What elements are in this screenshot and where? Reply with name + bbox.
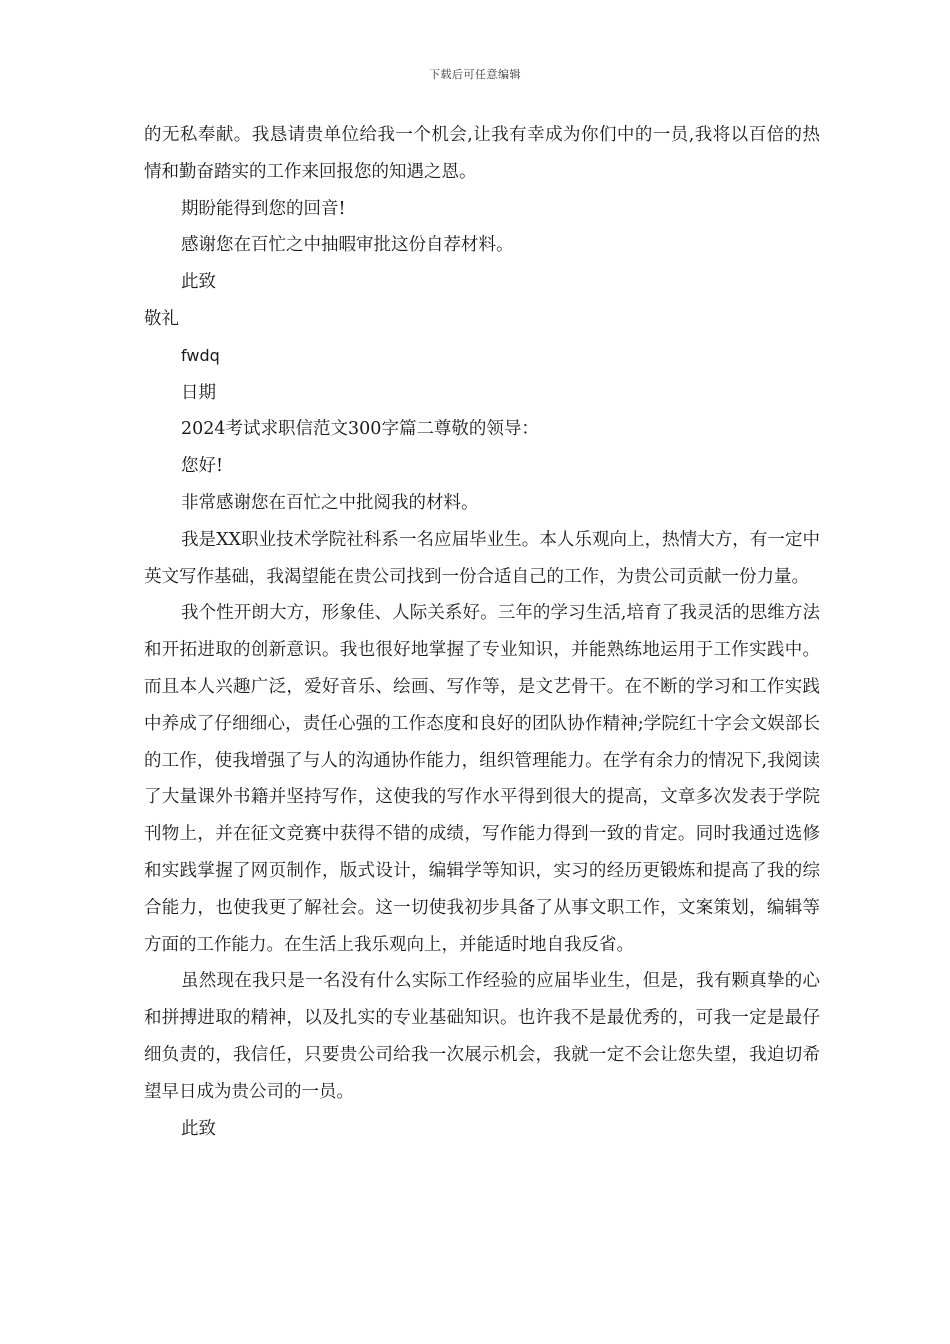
paragraph-commitment: 虽然现在我只是一名没有什么实际工作经验的应届毕业生，但是，我有颗真挚的心和拼搏进取的精神，以及扎实的专业基础知识。也许我不是最优秀的，可我一定是最仔细负责的，我信任，只要贵公司给我一次展示机会，我就一定不会让您失望，我迫切希望早日成为贵公司的一员。 [144,971,820,1102]
paragraph-personality: 我个性开朗大方，形象佳、人际关系好。三年的学习生活,培育了我灵活的思维方法和开拓进取的创新意识。我也很好地掌握了专业知识，并能熟练地运用于工作实践中。而且本人兴趣广泛，爱好音乐、绘画、写作等，是文艺骨干。在不断的学习和工作实践中养成了仔细细心，责任心强的工作态度和良好的团队协作精神;学院红十字会文娱部长的工作，使我增强了与人的沟通协作能力，组织管理能力。在学有余力的情况下,我阅读了大量课外书籍并坚持写作，这使我的写作水平得到很大的提高，文章多次发表于学院刊物上，并在征文竞赛中获得不错的成绩，写作能力得到一致的肯定。同时我通过选修和实践掌握了网页制作，版式设计，编辑学等知识，实习的经历更锻炼和提高了我的综合能力，也使我更了解社会。这一切使我初步具备了从事文职工作，文案策划，编辑等方面的工作能力。在生活上我乐观向上，并能适时地自我反省。 [144,603,820,955]
greeting: 您好! [181,456,224,477]
paragraph-hope-reply: 期盼能得到您的回音! [181,198,346,219]
salutation-cizhi: 此致 [181,272,216,293]
document-body [144,117,820,1147]
paragraph-opening-thanks: 非常感谢您在百忙之中批阅我的材料。 [181,492,479,513]
signature-name: fwdq [181,345,220,365]
paragraph-closing-continuation: 的无私奉献。我恳请贵单位给我一个机会,让我有幸成为你们中的一员,我将以百倍的热情和勤奋踏实的工作来回报您的知遇之恩。 [144,125,820,182]
section-title: 2024考试求职信范文300字篇二尊敬的领导： [181,419,539,440]
paragraph-thanks: 感谢您在百忙之中抽暇审批这份自荐材料。 [181,235,514,256]
salutation-cizhi-2: 此致 [181,1118,216,1139]
page-header: 下载后可任意编辑 [429,68,521,81]
paragraph-introduction: 我是XX职业技术学院社科系一名应届毕业生。本人乐观向上，热情大方，有一定中英文写作基础，我渴望能在贵公司找到一份合适自己的工作，为贵公司贡献一份力量。 [144,529,820,587]
signature-date: 日期 [181,382,216,403]
salutation-jingli: 敬礼 [144,308,179,329]
